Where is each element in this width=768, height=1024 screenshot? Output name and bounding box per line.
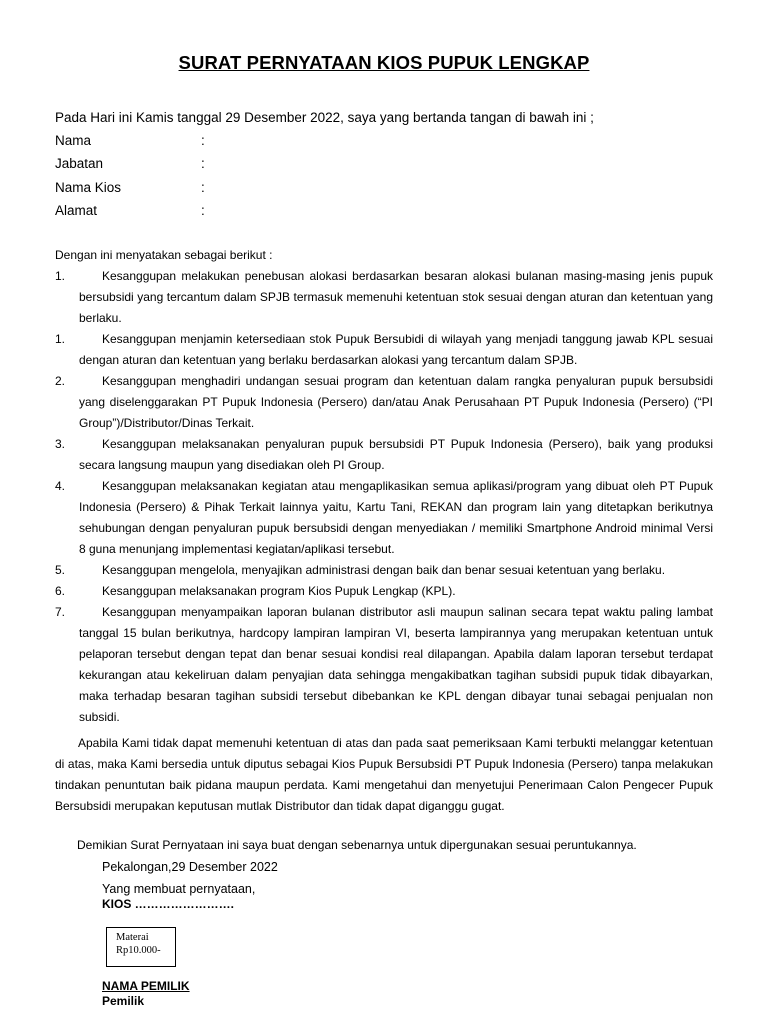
item-number: 6. [55,584,66,598]
list-item [55,602,713,728]
item-text: Kesanggupan menjamin ketersediaan stok Pupuk Bersubidi di wilayah yang menjadi tanggung jawab KPL sesuai dengan aturan dan ketentuan yang berlaku berdasarkan alokasi yang tercantum dalam SPJB. [79,332,713,367]
item-number: 4. [55,479,66,493]
field-colon: : [201,180,205,195]
item-number: 3. [55,437,66,451]
item-text: Kesanggupan menghadiri undangan sesuai program dan ketentuan dalam rangka penyaluran pupuk bersubsidi yang diselenggarakan PT Pupuk Indonesia (Persero) dan/atau Anak Perusahaan PT Pupuk Indonesia (Persero) (“PI Group”)/Distributor/Dinas Terkait. [79,374,713,430]
field-colon: : [201,156,205,171]
item-text: Kesanggupan menyampaikan laporan bulanan distributor asli maupun salinan secara tepat waktu paling lambat tanggal 15 bulan berikutnya, hardcopy lampiran lampiran VI, beserta lampirannya yang merupakan ketentuan untuk pelaporan tersebut dengan tepat dan benar sesuai kondisi real dilapangan. Apabila dalam laporan tersebut terdapat kekurangan atau kekeliruan dalam penyajian data sehingga mengakibatkan tagihan subsidi pupuk tidak dibayarkan, maka terhadap besaran tagihan subsidi tersebut dibebankan ke KPL dengan dibayar tunai sebagai penjualan non subsidi. [79,605,713,724]
document-title: SURAT PERNYATAAN KIOS PUPUK LENGKAP [178,52,590,73]
kios-label: KIOS ……………………. [102,897,235,911]
field-label: Nama [55,133,92,148]
list-item [55,434,713,476]
field-label: Alamat [55,203,98,218]
item-number: 1. [55,269,66,283]
signer-label: Yang membuat pernyataan, [102,882,256,896]
closing-statement: Demikian Surat Pernyataan ini saya buat dengan sebenarnya untuk dipergunakan sesuai peruntukannya. [77,838,637,852]
list-item [55,560,713,581]
field-colon: : [201,133,205,148]
statement-intro: Dengan ini menyatakan sebagai berikut : [55,248,273,262]
stamp-box [106,927,176,967]
item-number: 7. [55,605,66,619]
field-label: Jabatan [55,156,104,171]
owner-name: NAMA PEMILIK [102,979,190,993]
stamp-line: Materai [116,932,149,943]
intro-text: Pada Hari ini Kamis tanggal 29 Desember 2022, saya yang bertanda tangan di bawah ini ; [55,110,594,125]
stamp-line: Rp10.000- [116,945,161,956]
item-number: 5. [55,563,66,577]
list-item [55,266,713,329]
list-item [55,581,713,602]
statement-list [55,266,713,728]
list-item [55,371,713,434]
item-number: 2. [55,374,66,388]
consequence-paragraph: Apabila Kami tidak dapat memenuhi ketentuan di atas dan pada saat pemeriksaan Kami terbukti melanggar ketentuan di atas, maka Kami bersedia untuk diputus sebagai Kios Pupuk Bersubsidi PT Pupuk Indonesia (Persero) tanpa melakukan tindakan penuntutan baik pidana maupun perdata. Kami mengetahui dan menyetujui Penerimaan Calon Pengecer Pupuk Bersubsidi merupakan keputusan mutlak Distributor dan tidak dapat diganggu gugat. [55,736,713,813]
item-text: Kesanggupan melaksanakan penyaluran pupuk bersubsidi PT Pupuk Indonesia (Persero), baik yang produksi secara langsung maupun yang disediakan oleh PI Group. [79,437,713,472]
item-number: 1. [55,332,66,346]
field-label: Nama Kios [55,180,122,195]
place-date: Pekalongan,29 Desember 2022 [102,860,278,874]
item-text: Kesanggupan melaksanakan program Kios Pupuk Lengkap (KPL). [102,584,456,598]
list-item [55,329,713,371]
item-text: Kesanggupan melakukan penebusan alokasi berdasarkan besaran alokasi bulanan masing-masing jenis pupuk bersubsidi yang tercantum dalam SPJB termasuk memenuhi ketentuan stok sesuai dengan aturan dan ketentuan yang berlaku. [79,269,713,325]
owner-role: Pemilik [102,994,145,1008]
field-colon: : [201,203,205,218]
list-item [55,476,713,560]
item-text: Kesanggupan melaksanakan kegiatan atau mengaplikasikan semua aplikasi/program yang dibuat oleh PT Pupuk Indonesia (Persero) & Pihak Terkait lainnya yaitu, Kartu Tani, REKAN dan program lain yang ditetapkan berikutnya sehubungan dengan penyaluran pupuk bersubsidi dengan menyediakan / memiliki Smartphone Android minimal Versi 8 guna menunjang implementasi kegiatan/aplikasi tersebut. [79,479,713,556]
item-text: Kesanggupan mengelola, menyajikan administrasi dengan baik dan benar sesuai ketentuan yang berlaku. [102,563,666,577]
